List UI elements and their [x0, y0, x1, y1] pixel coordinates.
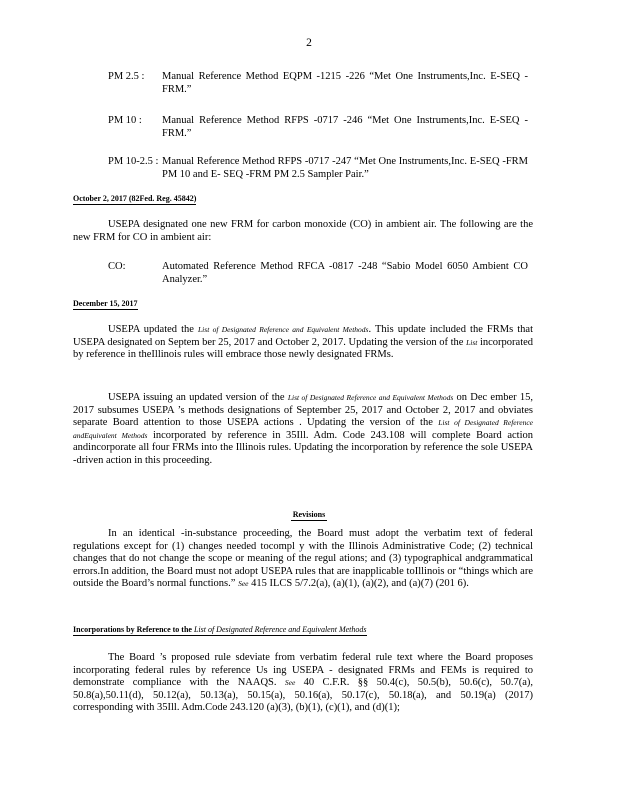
paragraph-incorporations: The Board ’s proposed rule sdeviate from verbatim federal rule text where the Board proposes incorporating federal rules by reference Us ing USEPA - designated FRMs and FEMs is required to demonstrate compliance with the NAAQS. See 40 C.F.R. §§ 50.4(c), 50.5(b), 50.6(c), 50.7(a), 50.8(a),50.11(d), 50.12(a), 50.13(a), 50.15(a), 50.16(a), 50.17(c), 50.18(a), and 50.19(a) (2017) corresponding with 35Ill. Adm.Code 243.120 (a)(3), (b)(1), (c)(1), and (d)(1);	[73, 652, 533, 714]
method-entry-co	[108, 260, 528, 286]
page-number: 2	[306, 37, 312, 49]
paragraph-december-1: USEPA updated the List of Designated Reference and Equivalent Methods. This update included the FRMs that USEPA designated on Septem ber 25, 2017 and October 2, 2017. Updating the version of the List incorporated by reference in theIllinois rules will embrace those newly designated FRMs.	[73, 324, 534, 361]
section-heading-incorporations: Incorporations by Reference to the List of Designated Reference and Equivalent Methods	[73, 625, 367, 634]
list-title: List of Designated Reference and Equivalent Methods	[287, 393, 454, 402]
method-description: Manual Reference Method EQPM -1215 -226 “Met One Instruments,Inc. E-SEQ -FRM.”	[162, 71, 528, 95]
list-title: List	[466, 337, 478, 347]
list-title: List of Designated Reference andEquivalent Methods	[73, 418, 534, 440]
method-code: PM 2.5 :	[108, 71, 145, 82]
method-description: Automated Reference Method RFCA -0817 -248 “Sabio Model 6050 Ambient CO Analyzer.”	[162, 261, 528, 285]
method-entry-pm25	[108, 70, 528, 96]
section-heading-october: October 2, 2017 (82Fed. Reg. 45842)	[73, 194, 197, 203]
method-entry-pm10	[108, 114, 528, 140]
list-title: List of Designated Reference and Equivalent Methods	[198, 325, 369, 334]
paragraph-revisions: In an identical -in-substance proceeding, the Board must adopt the verbatim text of federal regulations except for (1) changes needed tocompl y with the Illinois Administrative Code; (2) technical changes that do not change the scope or meaning of the regul ations; and (3) typographical andgrammatical errors.In addition, the Board must not adopt USEPA rules that are inapplicable toIllinois or “things which are outside the Board’s normal functions.” See 415 ILCS 5/7.2(a), (a)(1), (a)(2), and (a)(7) (201 6).	[73, 528, 533, 590]
section-heading-revisions: Revisions	[292, 510, 326, 519]
paragraph-december-2: USEPA issuing an updated version of the List of Designated Reference and Equivalent Methods on Dec ember 15, 2017 subsumes USEPA ’s methods designations of September 25, 2017 and October 2, 2017 and obviates separate Board attention to those USEPA actions . Updating the version of the List of Designated Reference andEquivalent Methods incorporated by reference in 35Ill. Adm. Code 243.108 will complete Board action andincorporate all four FRMs into the Illinois rules. Updating the incorporation by reference the sole USEPA -driven action in this proceeding.	[73, 392, 534, 466]
method-code: PM 10-2.5 :	[108, 156, 159, 167]
method-code: PM 10 :	[108, 115, 142, 126]
method-description: Manual Reference Method RFPS -0717 -247 “Met One Instruments,Inc. E-SEQ -FRM PM 10 and E- SEQ -FRM PM 2.5 Sampler Pair.”	[162, 156, 528, 180]
section-heading-december: December 15, 2017	[73, 299, 138, 308]
paragraph-october: USEPA designated one new FRM for carbon monoxide (CO) in ambient air. The following are the new FRM for CO in ambient air:	[73, 219, 533, 243]
method-description: Manual Reference Method RFPS -0717 -246 “Met One Instruments,Inc. E-SEQ -FRM.”	[162, 115, 528, 139]
method-code: CO:	[108, 261, 126, 272]
method-entry-pm10-25	[108, 155, 528, 181]
